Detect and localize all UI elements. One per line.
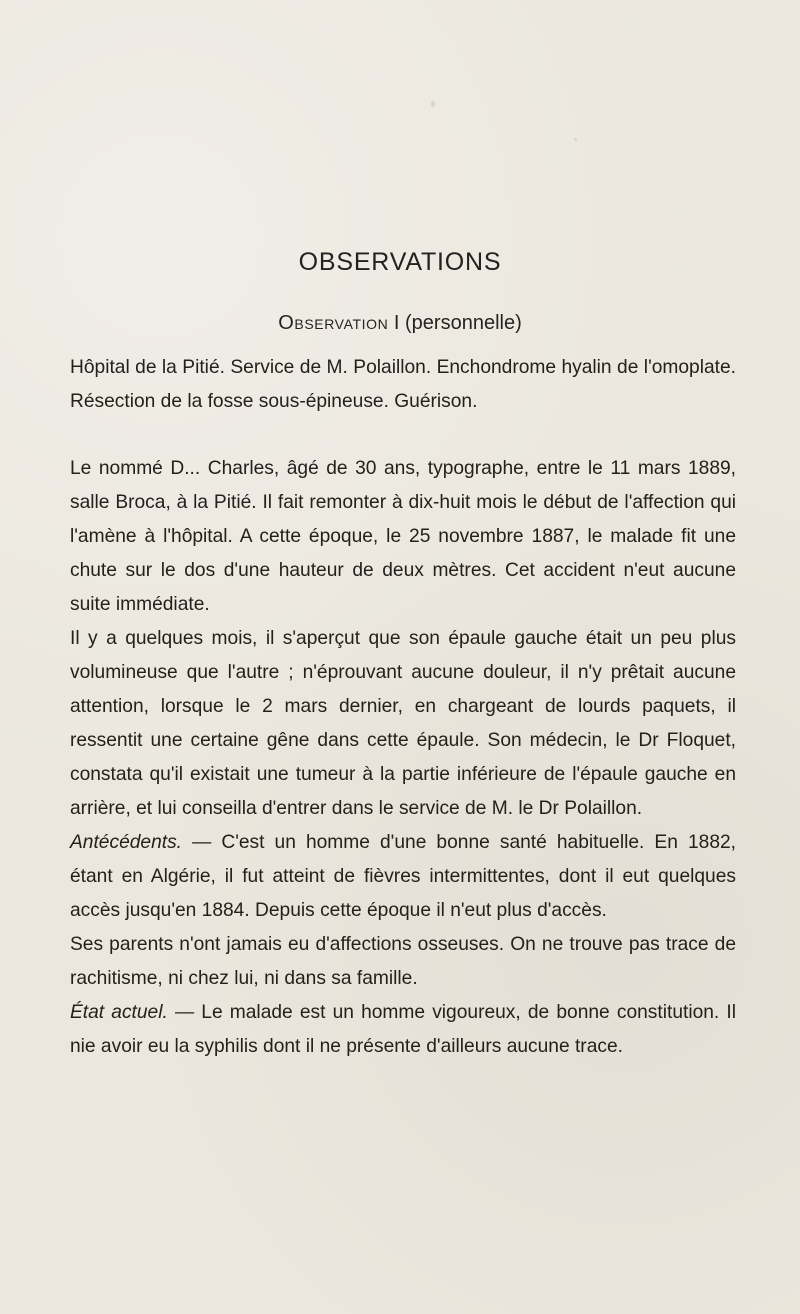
observation-number: I: [393, 312, 400, 334]
history-paragraph-1: Le nommé D... Charles, âgé de 30 ans, typographe, entre le 11 mars 1889, salle Broca, à la Pitié. Il fait remonter à dix-huit mois le début de l'affection qui l'amène à l'hôpital. A cette époque, le 25 novembre 1887, le malade fit une chute sur le dos d'une hauteur de deux mètres. Cet accident n'eut aucune suite immédiate.: [70, 458, 736, 615]
history-paragraph-2: Il y a quelques mois, il s'aperçut que son épaule gauche était un peu plus volumineuse que l'autre ; n'éprouvant aucune douleur, il n'y prêtait aucune attention, lorsque le 2 mars dernier, en chargeant de lourds paquets, il ressentit une certaine gêne dans cette épaule. Son médecin, le Dr Floquet, constata qu'il existait une tumeur à la partie inférieure de l'épaule gauche en arrière, et lui conseilla d'entrer dans le service de M. le Dr Polaillon.: [70, 628, 736, 819]
paper-spot: [431, 101, 435, 107]
antecedents-paragraph: [70, 826, 736, 928]
observation-heading: [0, 312, 800, 335]
case-body: [70, 452, 736, 1064]
summary-paragraph: Hôpital de la Pitié. Service de M. Polaillon. Enchondrome hyalin de l'omoplate. Résection de la fosse sous-épineuse. Guérison.: [70, 357, 736, 412]
observation-label: Observation: [278, 312, 389, 334]
paper-spot: [574, 138, 577, 141]
antecedents-text: — C'est un homme d'une bonne santé habituelle. En 1882, étant en Algérie, il fut atteint de fièvres intermittentes, dont il eut quelques accès jusqu'en 1884. Depuis cette époque il n'eut plus d'accès.: [70, 832, 736, 921]
section-heading: OBSERVATIONS: [298, 248, 502, 276]
current-state-label: État actuel.: [70, 1002, 168, 1023]
antecedents-label: Antécédents.: [70, 832, 183, 853]
family-history-paragraph: Ses parents n'ont jamais eu d'affections osseuses. On ne trouve pas trace de rachitisme, ni chez lui, ni dans sa famille.: [70, 934, 736, 989]
case-summary: [70, 351, 736, 419]
observation-qualifier: (personnelle): [405, 312, 522, 334]
current-state-paragraph: [70, 996, 736, 1064]
current-state-text: — Le malade est un homme vigoureux, de bonne constitution. Il nie avoir eu la syphilis dont il ne présente d'ailleurs aucune trace.: [70, 1002, 736, 1057]
